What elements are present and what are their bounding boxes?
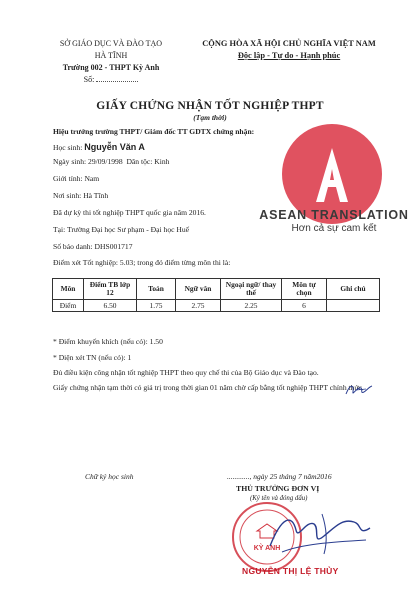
validity-line: Giấy chứng nhận tạm thời có giá trị trong thời gian 01 năm chờ cấp bằng tốt nghiệp THPT chính thức. xyxy=(53,383,364,392)
department-name: SỞ GIÁO DỤC VÀ ĐÀO TẠO xyxy=(59,39,163,48)
ethnic-value: Kinh xyxy=(154,157,170,166)
candidate-number-line: Số báo danh: DHS001717 xyxy=(53,242,133,251)
student-signature-label: Chữ ký học sinh xyxy=(85,472,134,481)
col-notes: Ghi chú xyxy=(327,279,380,300)
venue-line: Tại: Trường Đại học Sư phạm - Đại học Huế xyxy=(53,225,190,234)
signer-name: NGUYỄN THỊ LỆ THỦY xyxy=(242,566,339,576)
school-name: Trường 002 - THPT Kỳ Anh xyxy=(62,63,160,72)
col-foreign-language: Ngoại ngữ/ thay thế xyxy=(221,279,282,300)
document-number: Số: xyxy=(36,74,186,86)
country-name: CỘNG HÒA XÃ HỘI CHỦ NGHĨA VIỆT NAM xyxy=(202,39,376,48)
handwritten-signature-icon xyxy=(262,506,382,562)
cell-elective: 6 xyxy=(282,300,327,312)
cell-literature: 2.75 xyxy=(176,300,221,312)
dob-label: Ngày sinh: xyxy=(53,157,87,166)
cell-label: Điểm xyxy=(53,300,84,312)
initials-signature-icon xyxy=(344,382,374,398)
gender-label: Giới tính: xyxy=(53,174,83,183)
birthplace-label: Nơi sinh: xyxy=(53,191,82,200)
col-elective: Môn tự chọn xyxy=(282,279,327,300)
signer-instruction: (Ký tên và đóng dấu) xyxy=(250,495,308,502)
signer-title: THỦ TRƯỞNG ĐƠN VỊ xyxy=(236,484,320,493)
grade-table-row xyxy=(53,300,380,312)
eligibility-line: Đủ điều kiện công nhận tốt nghiệp THPT theo quy chế thi của Bộ Giáo dục và Đào tạo. xyxy=(53,368,319,377)
birthplace-row xyxy=(53,191,108,201)
priority-line: * Diện xét TN (nếu có): 1 xyxy=(53,353,132,362)
cell-notes xyxy=(327,300,380,312)
col-subject: Môn xyxy=(53,279,84,300)
student-name-label: Học sinh: xyxy=(53,143,83,152)
dob-row xyxy=(53,157,169,167)
student-name: Nguyễn Văn A xyxy=(84,142,145,152)
stamp-text: KỲ ANH xyxy=(253,545,281,552)
dob-value: 29/09/1998 xyxy=(88,157,123,166)
ethnic-label: Dân tộc: xyxy=(126,157,153,166)
score-line: Điểm xét Tốt nghiệp: 5.03; trong đó điểm từng môn thi là: xyxy=(53,258,231,267)
issuing-authority xyxy=(36,38,186,86)
grade-table xyxy=(52,278,380,312)
logo-brand-name: ASEAN TRANSLATION xyxy=(259,208,409,222)
gender-value: Nam xyxy=(84,174,100,183)
province-name: HÀ TĨNH xyxy=(94,51,128,60)
document-number-blank xyxy=(96,74,138,82)
bonus-points-line: * Điểm khuyến khích (nếu có): 1.50 xyxy=(53,337,163,346)
document-subtitle: (Tạm thời) xyxy=(193,113,227,122)
document-title: GIẤY CHỨNG NHẬN TỐT NGHIỆP THPT xyxy=(96,100,324,112)
cell-math: 1.75 xyxy=(137,300,176,312)
grade-table-header xyxy=(53,279,380,300)
col-math: Toán xyxy=(137,279,176,300)
cell-gpa: 6.50 xyxy=(84,300,137,312)
logo-slogan: Hơn cả sự cam kết xyxy=(291,223,377,234)
exam-line: Đã dự kỳ thi tốt nghiệp THPT quốc gia năm 2016. xyxy=(53,208,206,217)
cell-foreign-language: 2.25 xyxy=(221,300,282,312)
birthplace-value: Hà Tĩnh xyxy=(83,191,109,200)
col-gpa: Điểm TB lớp 12 xyxy=(84,279,137,300)
signing-date: ............, ngày 25 tháng 7 năm2016 xyxy=(227,472,332,481)
student-name-row xyxy=(53,142,145,153)
col-literature: Ngữ văn xyxy=(176,279,221,300)
national-motto: Độc lập - Tự do - Hạnh phúc xyxy=(237,51,341,60)
issuer-line: Hiệu trưởng trường THPT/ Giám đốc TT GDTX chứng nhận: xyxy=(53,127,255,136)
national-header xyxy=(178,38,400,62)
gender-row xyxy=(53,174,99,184)
